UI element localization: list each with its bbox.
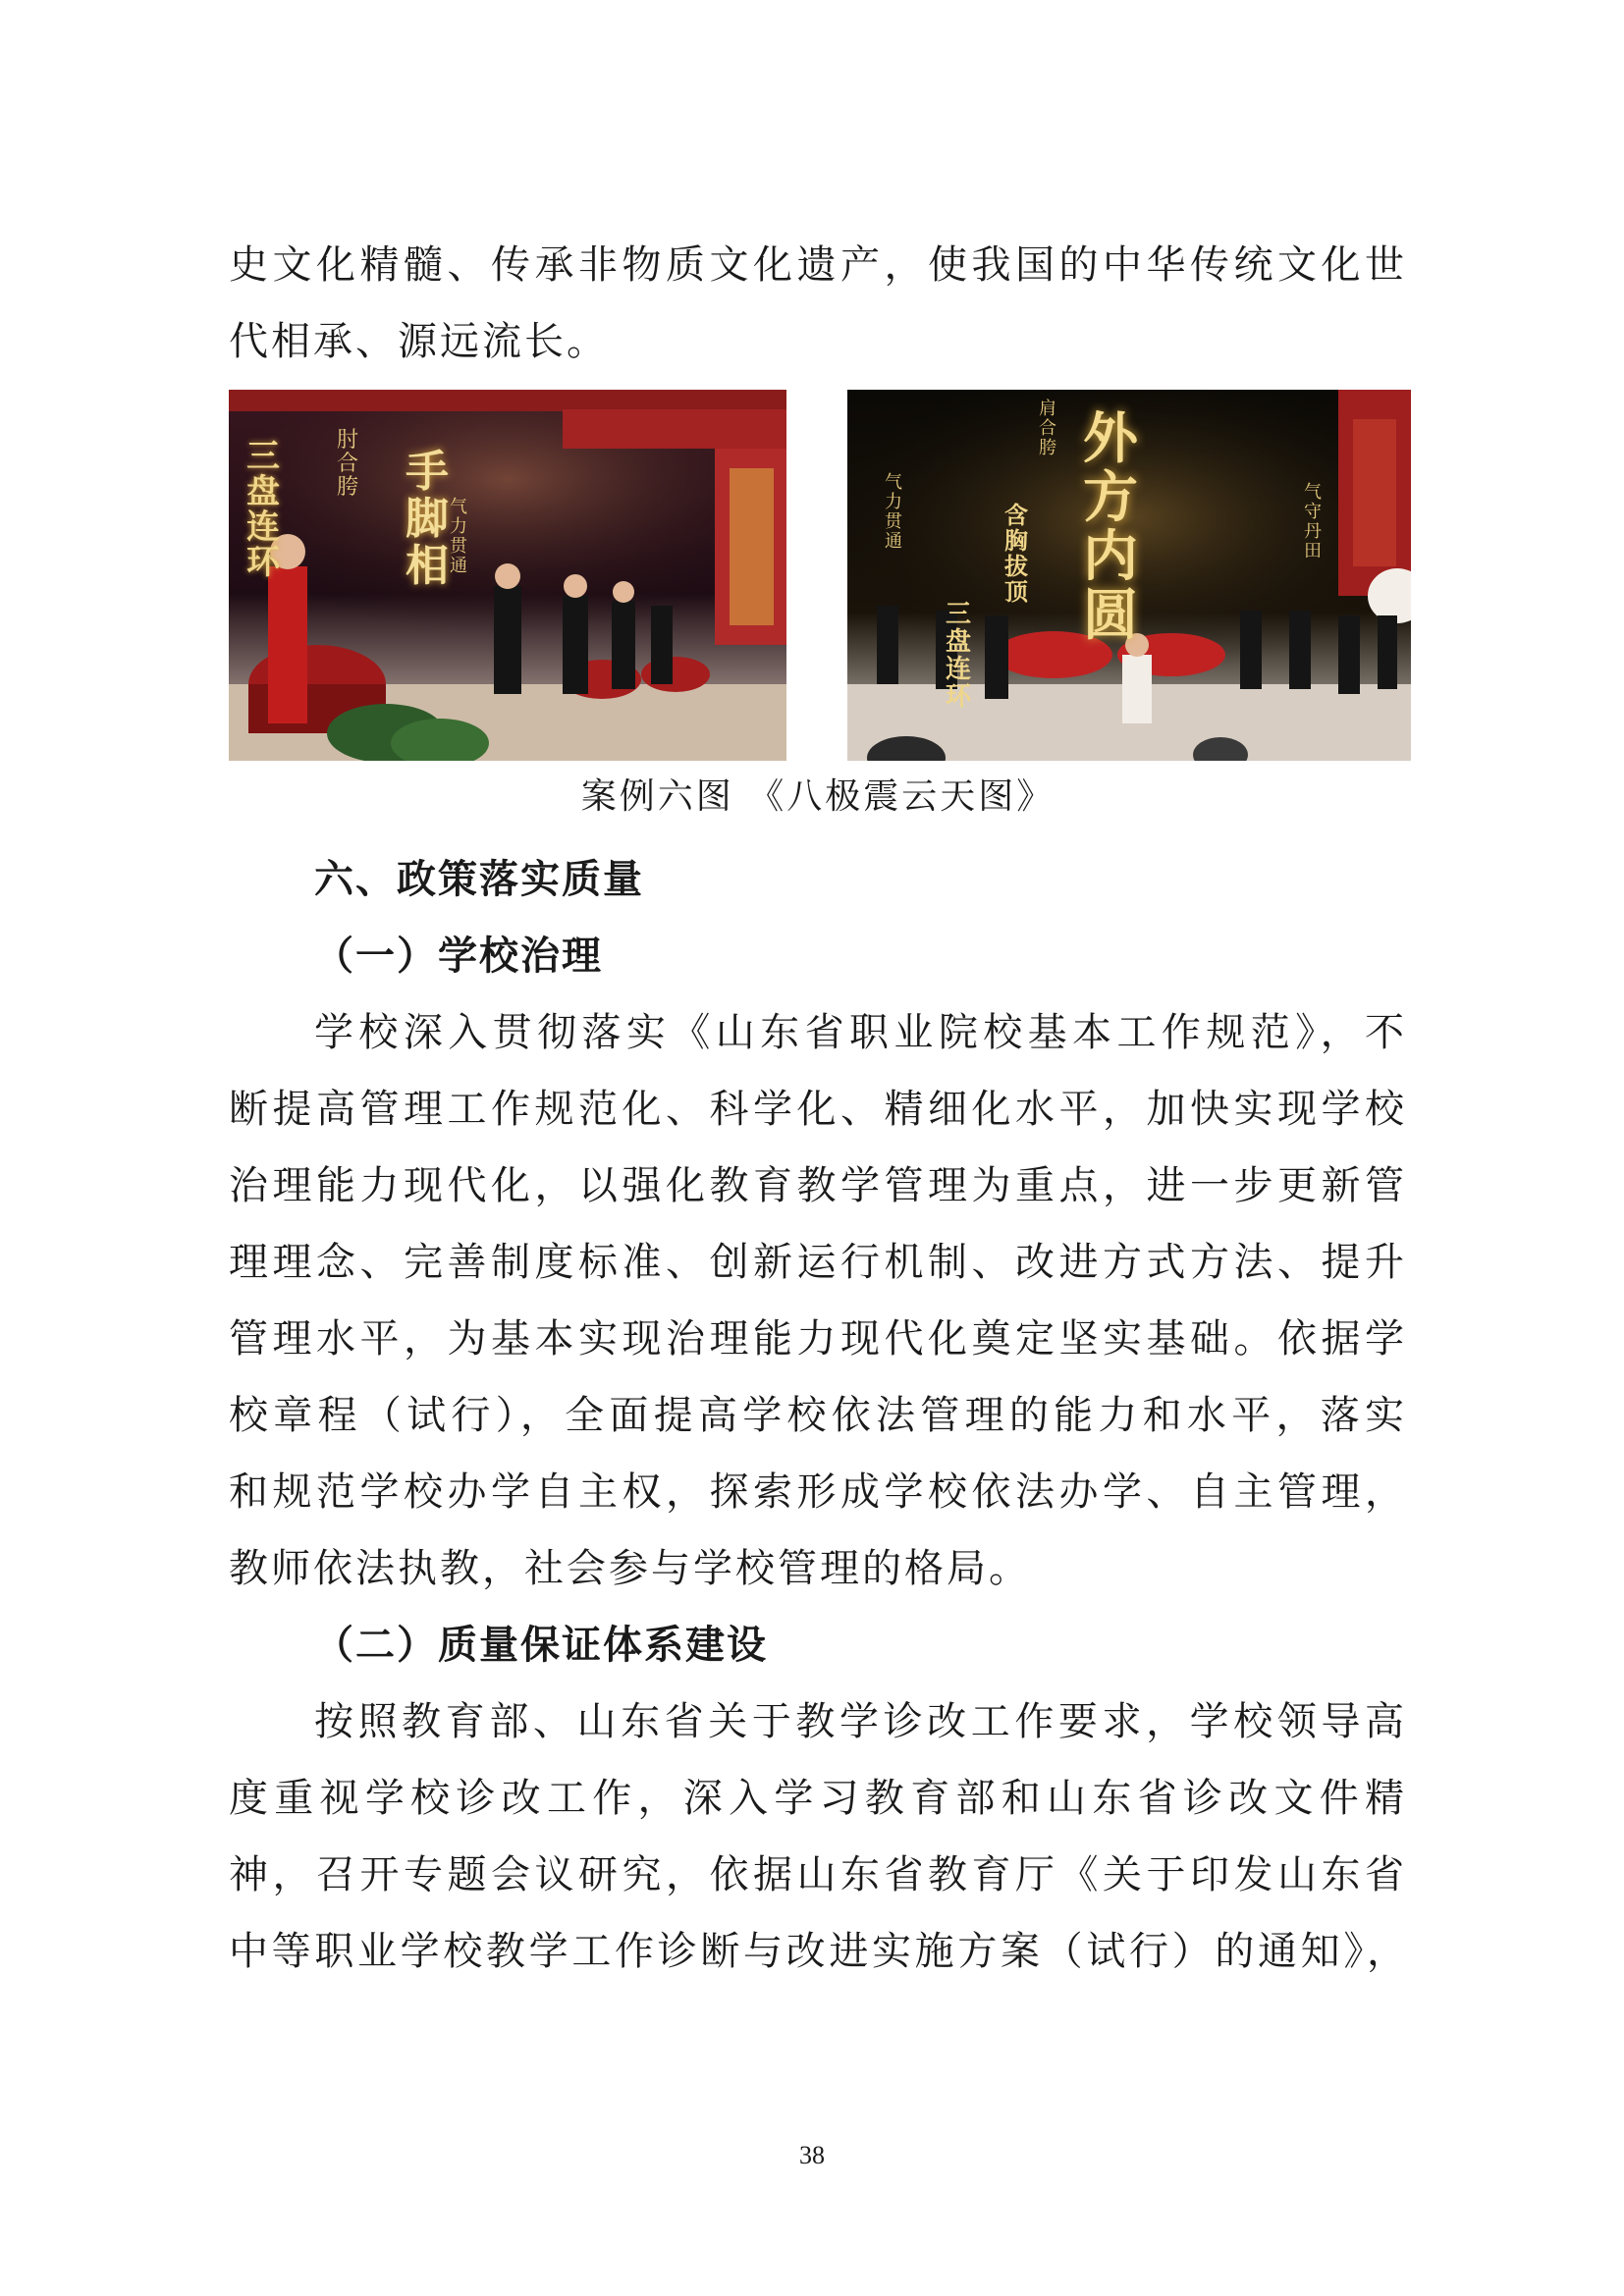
subsection-2-line-2: 度重视学校诊改工作，深入学习教育部和山东省诊改文件精 (229, 1776, 1407, 1821)
subsection-2-line-3: 神，召开专题会议研究，依据山东省教育厅《关于印发山东省 (229, 1852, 1407, 1897)
subsection-2-line-1: 按照教育部、山东省关于教学诊改工作要求，学校领导高 (314, 1699, 1407, 1744)
intro-line-1: 史文化精髓、传承非物质文化遗产，使我国的中华传统文化世 (229, 242, 1407, 288)
subsection-1-line-3: 治理能力现代化，以强化教育教学管理为重点，进一步更新管 (229, 1163, 1407, 1208)
subsection-1-line-4: 理理念、完善制度标准、创新运行机制、改进方式方法、提升 (229, 1240, 1407, 1285)
performance-photo-left (229, 390, 786, 761)
subsection-2-title: （二）质量保证体系建设 (314, 1622, 768, 1668)
subsection-1-line-5: 管理水平，为基本实现治理能力现代化奠定坚实基础。依据学 (229, 1316, 1407, 1362)
photo-right-banner-4: 含胸拔顶 (1004, 501, 1028, 606)
subsection-1-line-1: 学校深入贯彻落实《山东省职业院校基本工作规范》，不 (314, 1010, 1407, 1055)
photo-left-banner-3: 肘合胯 (337, 428, 359, 500)
subsection-1-line-7: 和规范学校办学自主权，探索形成学校依法办学、自主管理， (229, 1469, 1407, 1515)
photo-right-banner-1: 外方内圆 (1083, 406, 1138, 648)
subsection-2-line-4: 中等职业学校教学工作诊断与改进实施方案（试行）的通知》， (229, 1929, 1407, 1974)
section-title: 六、政策落实质量 (314, 856, 644, 902)
figure-caption: 案例六图 《八极震云天图》 (580, 776, 1056, 817)
subsection-1-line-2: 断提高管理工作规范化、科学化、精细化水平，加快实现学校 (229, 1087, 1407, 1132)
photo-right-banner-6: 三盘连环 (946, 600, 972, 712)
subsection-1-title: （一）学校治理 (314, 933, 603, 979)
subsection-1-line-6: 校章程（试行），全面提高学校依法管理的能力和水平，落实 (229, 1393, 1407, 1438)
photo-left-banner-1: 三盘连环 (246, 437, 280, 582)
photo-right-banner-3: 肩合胯 (1039, 399, 1056, 458)
performance-photo-right (847, 390, 1411, 761)
photo-right-banner-2: 气力贯通 (885, 472, 902, 552)
intro-line-2: 代相承、源远流长。 (229, 319, 609, 364)
page-number: 38 (799, 2141, 825, 2169)
photo-left-banner-4: 气力贯通 (450, 497, 467, 576)
subsection-1-line-8: 教师依法执教，社会参与学校管理的格局。 (229, 1546, 1031, 1591)
photo-right-banner-5: 气守丹田 (1304, 482, 1322, 561)
photo-left-banner-2: 手脚相 (406, 447, 449, 591)
